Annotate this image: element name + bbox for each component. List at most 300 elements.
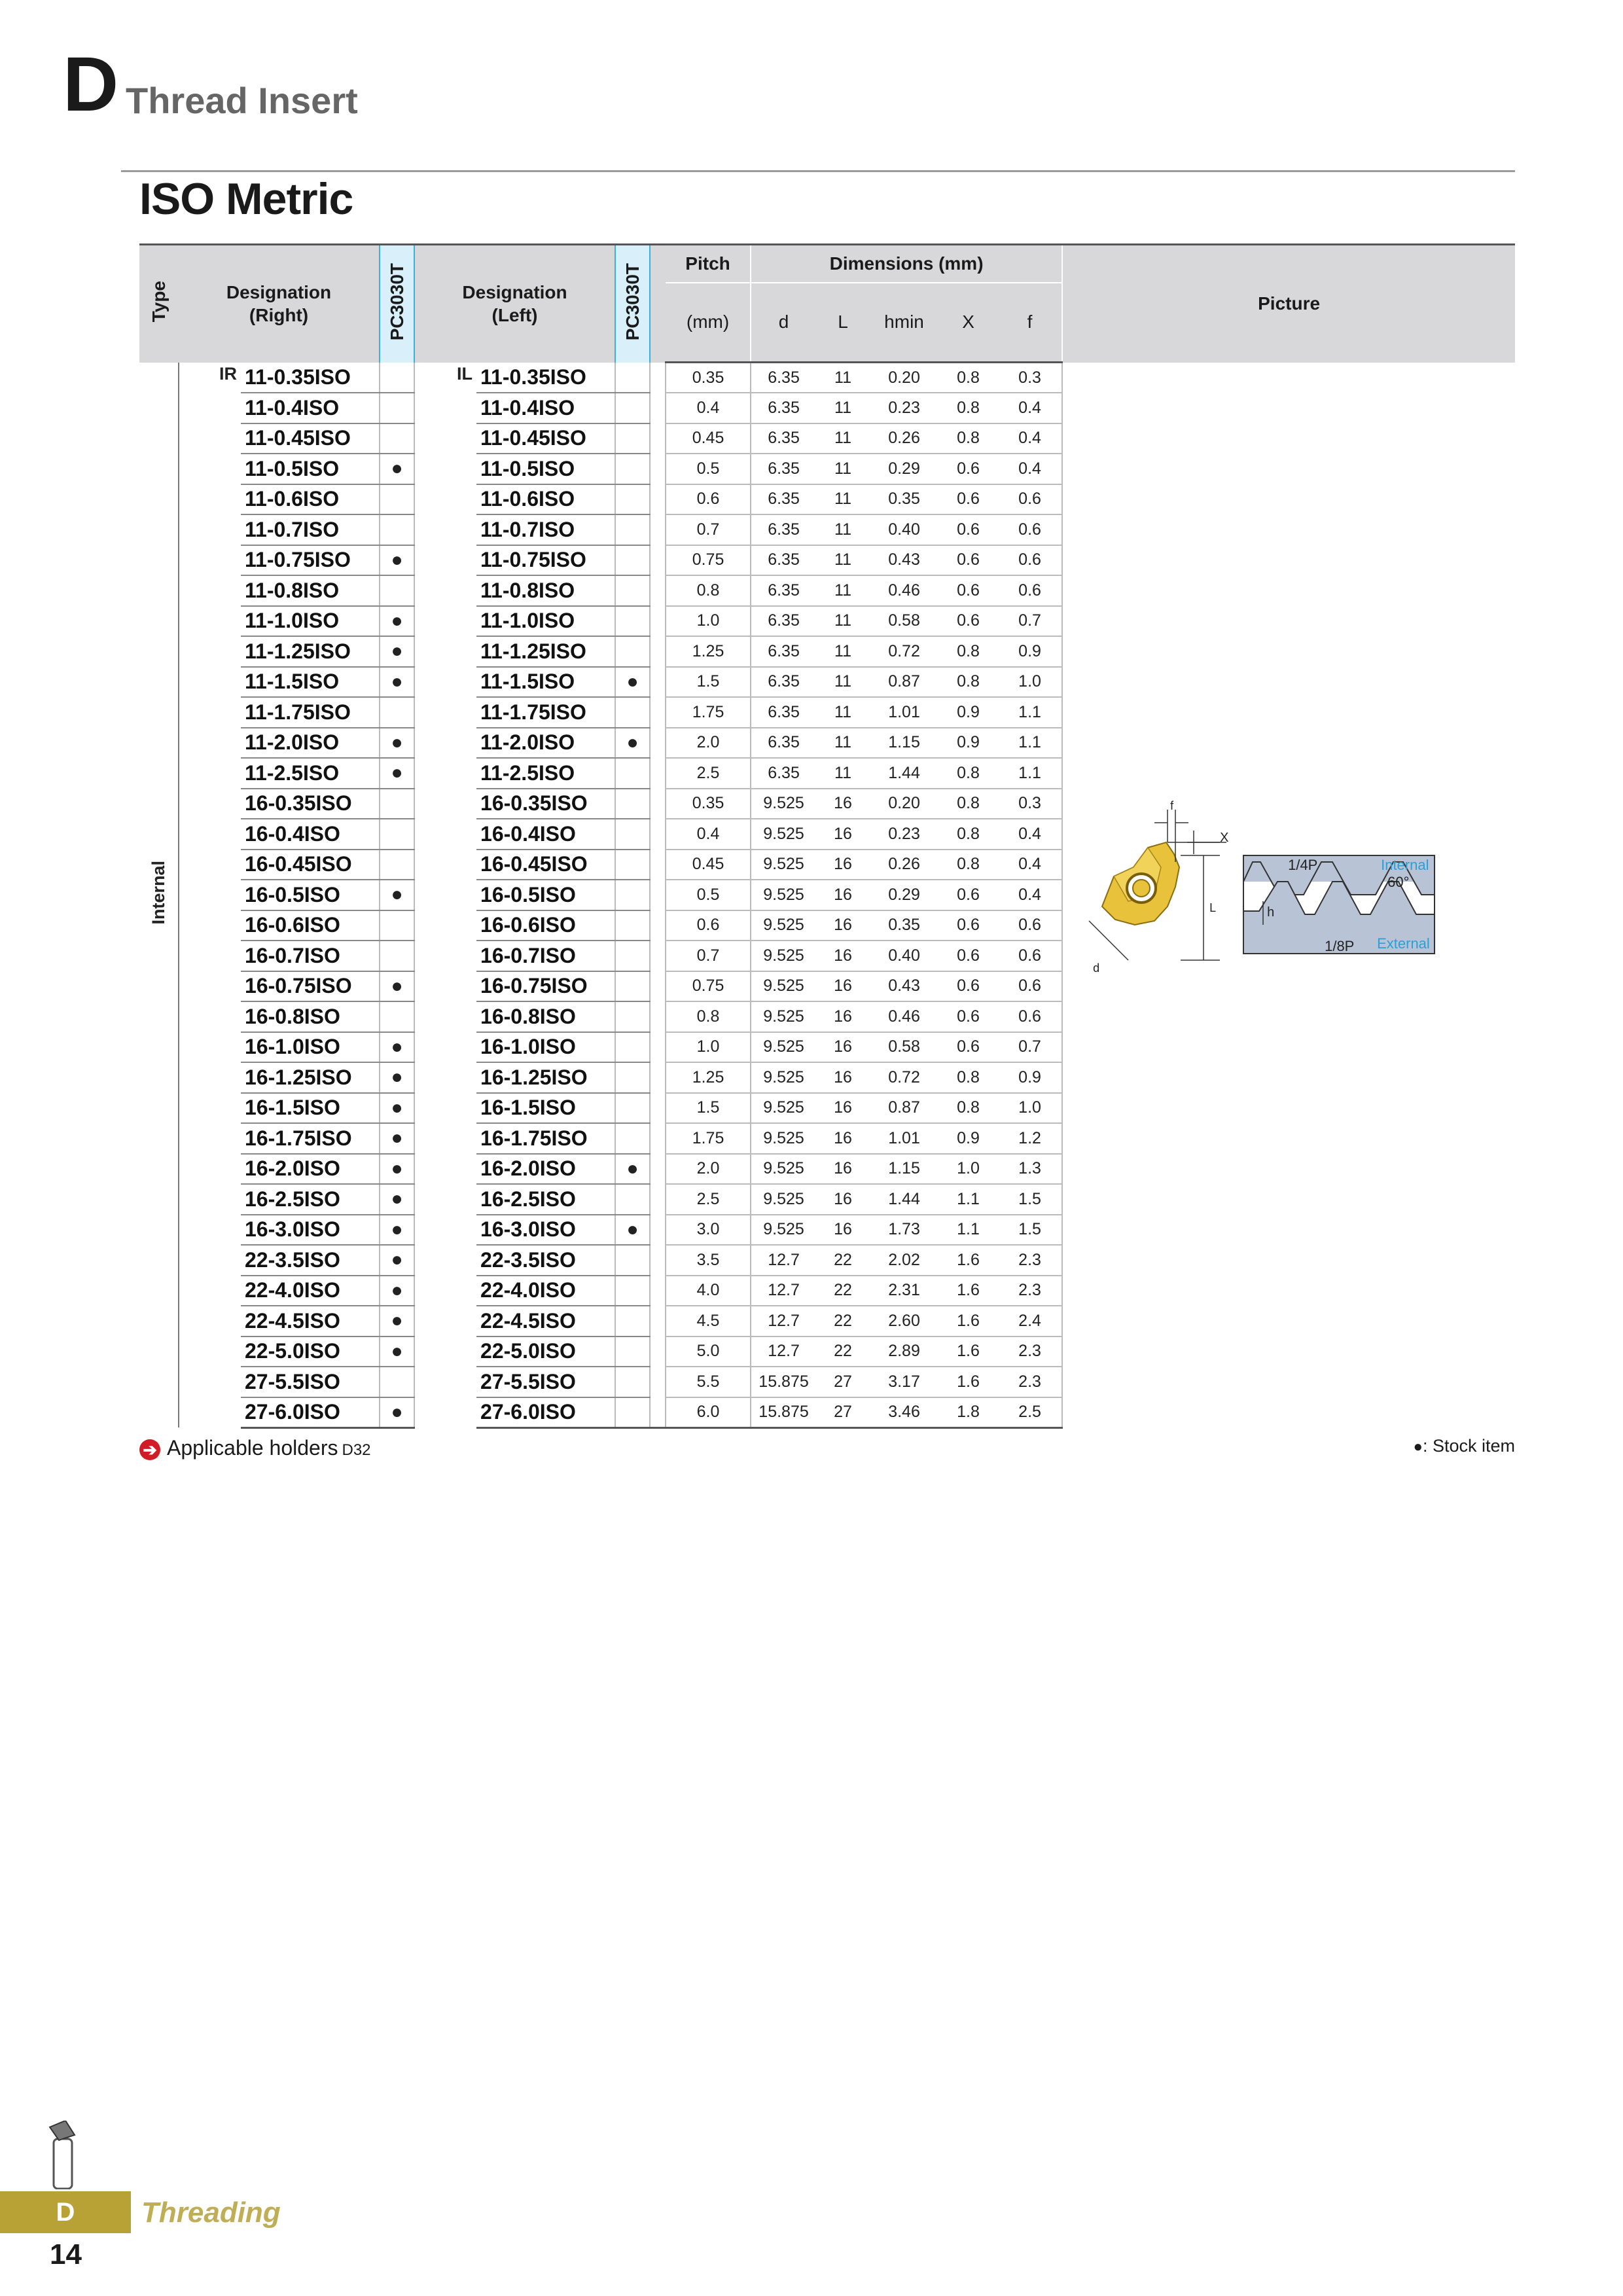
stock-right	[380, 1367, 414, 1397]
X-value: 0.8	[938, 1093, 998, 1124]
designation-right: 22-5.0ISO	[241, 1336, 380, 1367]
pitch-value: 0.8	[666, 575, 751, 606]
pitch-value: 0.75	[666, 545, 751, 576]
X-value: 0.6	[938, 606, 998, 637]
designation-left: 11-0.35ISO	[476, 363, 615, 393]
designation-left: 27-6.0ISO	[476, 1397, 615, 1428]
L-value: 11	[816, 514, 870, 545]
stock-left	[615, 910, 650, 941]
stock-left	[615, 636, 650, 667]
stock-legend-text: : Stock item	[1422, 1436, 1515, 1456]
header-grade-left: PC3030T	[615, 245, 650, 363]
L-value: 11	[816, 606, 870, 637]
X-value: 0.6	[938, 971, 998, 1002]
stock-left	[615, 1276, 650, 1306]
header-designation-right: Designation (Right)	[179, 245, 380, 363]
header-pitch: Pitch	[666, 245, 751, 283]
gap	[650, 1032, 666, 1063]
f-value: 2.3	[998, 1276, 1062, 1306]
pitch-value: 4.0	[666, 1276, 751, 1306]
stock-right	[380, 910, 414, 941]
stock-right: ●	[380, 667, 414, 698]
stock-left: ●	[615, 1215, 650, 1246]
chapter-letter: D	[63, 41, 118, 128]
hmin-value: 0.20	[870, 789, 938, 819]
L-value: 11	[816, 667, 870, 698]
d-value: 9.525	[751, 1215, 816, 1246]
header-picture: Picture	[1062, 245, 1515, 363]
hmin-value: 0.20	[870, 363, 938, 393]
designation-left: 11-0.75ISO	[476, 545, 615, 576]
hmin-value: 0.87	[870, 1093, 938, 1124]
f-value: 0.6	[998, 910, 1062, 941]
L-value: 11	[816, 697, 870, 728]
gap	[650, 545, 666, 576]
X-value: 0.6	[938, 514, 998, 545]
header-pitch-unit: (mm)	[666, 283, 751, 363]
designation-left: 11-0.5ISO	[476, 454, 615, 484]
d-value: 9.525	[751, 941, 816, 971]
hmin-value: 0.58	[870, 1032, 938, 1063]
designation-right: 16-0.35ISO	[241, 789, 380, 819]
gap	[650, 1062, 666, 1093]
designation-left: 16-1.75ISO	[476, 1123, 615, 1154]
pitch-value: 1.0	[666, 1032, 751, 1063]
designation-left: 16-0.7ISO	[476, 941, 615, 971]
designation-left: 11-1.0ISO	[476, 606, 615, 637]
gap	[650, 1001, 666, 1032]
applicable-holders[interactable]	[139, 1437, 371, 1460]
hmin-value: 0.43	[870, 545, 938, 576]
f-value: 0.4	[998, 454, 1062, 484]
stock-right: ●	[380, 758, 414, 789]
L-value: 27	[816, 1397, 870, 1428]
header-X: X	[938, 283, 998, 363]
side-tab-letter: D	[56, 2198, 75, 2227]
designation-right: 22-4.0ISO	[241, 1276, 380, 1306]
designation-right: 11-0.45ISO	[241, 423, 380, 454]
stock-right: ●	[380, 1336, 414, 1367]
stock-left	[615, 1184, 650, 1215]
pitch-value: 1.25	[666, 1062, 751, 1093]
X-value: 0.6	[938, 545, 998, 576]
f-value: 2.3	[998, 1245, 1062, 1276]
gap	[650, 575, 666, 606]
pitch-value: 0.45	[666, 850, 751, 880]
hmin-value: 1.01	[870, 1123, 938, 1154]
hmin-value: 0.72	[870, 636, 938, 667]
X-value: 0.9	[938, 697, 998, 728]
L-value: 16	[816, 880, 870, 910]
stock-right: ●	[380, 1245, 414, 1276]
stock-left	[615, 1306, 650, 1336]
pitch-value: 0.7	[666, 941, 751, 971]
designation-left: 16-1.25ISO	[476, 1062, 615, 1093]
stock-right: ●	[380, 1397, 414, 1428]
pitch-value: 2.5	[666, 758, 751, 789]
gap	[650, 971, 666, 1002]
stock-left	[615, 1123, 650, 1154]
hmin-value: 0.29	[870, 880, 938, 910]
header-dimensions: Dimensions (mm)	[751, 245, 1062, 283]
hmin-value: 0.35	[870, 910, 938, 941]
X-value: 0.8	[938, 850, 998, 880]
X-value: 0.8	[938, 758, 998, 789]
pitch-value: 5.0	[666, 1336, 751, 1367]
pitch-value: 0.35	[666, 363, 751, 393]
f-value: 1.1	[998, 697, 1062, 728]
L-value: 11	[816, 575, 870, 606]
designation-left: 16-1.0ISO	[476, 1032, 615, 1063]
designation-left: 22-5.0ISO	[476, 1336, 615, 1367]
L-value: 11	[816, 393, 870, 423]
hmin-value: 0.35	[870, 484, 938, 515]
arrow-right-icon: ➔	[139, 1439, 160, 1460]
X-value: 0.6	[938, 941, 998, 971]
f-value: 0.7	[998, 606, 1062, 637]
designation-right: 16-1.5ISO	[241, 1093, 380, 1124]
stock-right: ●	[380, 1184, 414, 1215]
pitch-value: 2.0	[666, 728, 751, 759]
stock-right: ●	[380, 1154, 414, 1185]
header-hmin: hmin	[870, 283, 938, 363]
stock-left	[615, 393, 650, 423]
hmin-value: 1.15	[870, 1154, 938, 1185]
stock-right: ●	[380, 1093, 414, 1124]
gap	[650, 393, 666, 423]
gap	[650, 1276, 666, 1306]
gap	[650, 1245, 666, 1276]
designation-left: 16-2.0ISO	[476, 1154, 615, 1185]
X-value: 0.6	[938, 1001, 998, 1032]
designation-right: 11-0.8ISO	[241, 575, 380, 606]
designation-left: 22-4.5ISO	[476, 1306, 615, 1336]
d-value: 12.7	[751, 1276, 816, 1306]
label-eighth-pitch: 1/8P	[1325, 938, 1355, 955]
d-value: 6.35	[751, 728, 816, 759]
stock-left	[615, 758, 650, 789]
pitch-value: 3.0	[666, 1215, 751, 1246]
stock-right	[380, 575, 414, 606]
stock-left	[615, 423, 650, 454]
stock-left	[615, 850, 650, 880]
L-value: 16	[816, 1001, 870, 1032]
gap	[650, 1123, 666, 1154]
pitch-value: 1.5	[666, 667, 751, 698]
designation-left: 11-0.8ISO	[476, 575, 615, 606]
holders-label: Applicable holders	[167, 1436, 338, 1460]
stock-right	[380, 941, 414, 971]
f-value: 2.5	[998, 1397, 1062, 1428]
hmin-value: 0.40	[870, 941, 938, 971]
d-value: 9.525	[751, 910, 816, 941]
designation-right: 16-0.5ISO	[241, 880, 380, 910]
stock-right	[380, 363, 414, 393]
pitch-value: 0.6	[666, 484, 751, 515]
table-row	[139, 363, 1515, 393]
hmin-value: 2.89	[870, 1336, 938, 1367]
designation-right: 11-0.35ISO	[241, 363, 380, 393]
L-value: 22	[816, 1245, 870, 1276]
section-title: ISO Metric	[139, 174, 353, 224]
stock-left	[615, 1245, 650, 1276]
X-value: 0.9	[938, 1123, 998, 1154]
d-value: 9.525	[751, 789, 816, 819]
designation-right: 16-2.5ISO	[241, 1184, 380, 1215]
f-value: 0.4	[998, 423, 1062, 454]
stock-left	[615, 880, 650, 910]
hmin-value: 0.26	[870, 850, 938, 880]
designation-right: 11-1.25ISO	[241, 636, 380, 667]
gap	[650, 667, 666, 698]
d-value: 12.7	[751, 1306, 816, 1336]
stock-right: ●	[380, 971, 414, 1002]
designation-left: 22-4.0ISO	[476, 1276, 615, 1306]
designation-right: 16-0.8ISO	[241, 1001, 380, 1032]
stock-right	[380, 850, 414, 880]
L-value: 11	[816, 363, 870, 393]
gap	[650, 1184, 666, 1215]
stock-left	[615, 1001, 650, 1032]
pitch-value: 0.5	[666, 880, 751, 910]
d-value: 12.7	[751, 1245, 816, 1276]
stock-legend	[1413, 1436, 1515, 1456]
hmin-value: 2.31	[870, 1276, 938, 1306]
header-rule	[121, 170, 1515, 172]
pitch-value: 0.7	[666, 514, 751, 545]
f-value: 2.3	[998, 1336, 1062, 1367]
pitch-value: 1.75	[666, 1123, 751, 1154]
header-d: d	[751, 283, 816, 363]
stock-right: ●	[380, 1032, 414, 1063]
stock-left	[615, 484, 650, 515]
d-value: 6.35	[751, 667, 816, 698]
d-value: 6.35	[751, 636, 816, 667]
X-value: 0.6	[938, 1032, 998, 1063]
X-value: 1.6	[938, 1306, 998, 1336]
designation-left: 22-3.5ISO	[476, 1245, 615, 1276]
designation-right: 11-0.4ISO	[241, 393, 380, 423]
stock-left	[615, 363, 650, 393]
hmin-value: 0.46	[870, 575, 938, 606]
stock-left: ●	[615, 728, 650, 759]
chapter-title: Thread Insert	[126, 80, 358, 121]
designation-left: 16-0.75ISO	[476, 971, 615, 1002]
L-value: 16	[816, 1032, 870, 1063]
f-value: 0.6	[998, 484, 1062, 515]
stock-left	[615, 941, 650, 971]
stock-left	[615, 1397, 650, 1428]
stock-right: ●	[380, 454, 414, 484]
hmin-value: 0.23	[870, 393, 938, 423]
gap	[650, 1306, 666, 1336]
f-value: 1.5	[998, 1215, 1062, 1246]
stock-left	[615, 1062, 650, 1093]
stock-right: ●	[380, 1062, 414, 1093]
type-label: Internal	[149, 860, 168, 925]
designation-left: 16-0.35ISO	[476, 789, 615, 819]
X-value: 1.8	[938, 1397, 998, 1428]
hmin-value: 0.26	[870, 423, 938, 454]
gap	[650, 789, 666, 819]
gap	[650, 1336, 666, 1367]
stock-left	[615, 1336, 650, 1367]
pitch-value: 0.35	[666, 789, 751, 819]
pitch-value: 2.0	[666, 1154, 751, 1185]
header-grade-right: PC3030T	[380, 245, 414, 363]
hmin-value: 3.17	[870, 1367, 938, 1397]
stock-left	[615, 1032, 650, 1063]
designation-right: 11-1.0ISO	[241, 606, 380, 637]
hmin-value: 0.40	[870, 514, 938, 545]
d-value: 6.35	[751, 758, 816, 789]
d-value: 9.525	[751, 971, 816, 1002]
f-value: 0.4	[998, 850, 1062, 880]
stock-left	[615, 789, 650, 819]
designation-left: 16-2.5ISO	[476, 1184, 615, 1215]
designation-right: 11-0.7ISO	[241, 514, 380, 545]
threading-tool-icon	[46, 2121, 85, 2189]
designation-left: 16-1.5ISO	[476, 1093, 615, 1124]
designation-right: 16-2.0ISO	[241, 1154, 380, 1185]
f-value: 0.4	[998, 880, 1062, 910]
X-value: 1.0	[938, 1154, 998, 1185]
stock-left	[615, 454, 650, 484]
label-angle: 60°	[1387, 874, 1410, 891]
type-internal	[139, 363, 179, 1428]
f-value: 0.6	[998, 514, 1062, 545]
label-x: X	[1220, 831, 1229, 846]
X-value: 0.8	[938, 393, 998, 423]
pitch-value: 0.5	[666, 454, 751, 484]
X-value: 0.8	[938, 789, 998, 819]
designation-right: 16-0.6ISO	[241, 910, 380, 941]
d-value: 9.525	[751, 1032, 816, 1063]
X-value: 0.9	[938, 728, 998, 759]
L-value: 16	[816, 1123, 870, 1154]
L-value: 22	[816, 1276, 870, 1306]
L-value: 16	[816, 850, 870, 880]
gap	[650, 880, 666, 910]
designation-right: 16-1.75ISO	[241, 1123, 380, 1154]
hmin-value: 0.29	[870, 454, 938, 484]
d-value: 9.525	[751, 850, 816, 880]
X-value: 0.8	[938, 1062, 998, 1093]
label-L: L	[1209, 901, 1217, 915]
stock-left: ●	[615, 667, 650, 698]
pitch-value: 1.25	[666, 636, 751, 667]
hmin-value: 0.46	[870, 1001, 938, 1032]
f-value: 0.3	[998, 363, 1062, 393]
f-value: 0.6	[998, 971, 1062, 1002]
header-gap	[650, 245, 666, 363]
gap	[650, 423, 666, 454]
stock-left	[615, 514, 650, 545]
hmin-value: 2.60	[870, 1306, 938, 1336]
label-h: h	[1267, 905, 1275, 920]
hmin-value: 1.15	[870, 728, 938, 759]
stock-right	[380, 423, 414, 454]
gap	[650, 454, 666, 484]
header-L: L	[816, 283, 870, 363]
gap	[650, 1367, 666, 1397]
designation-right: 11-0.5ISO	[241, 454, 380, 484]
designation-left: 11-0.7ISO	[476, 514, 615, 545]
stock-right: ●	[380, 1123, 414, 1154]
d-value: 12.7	[751, 1336, 816, 1367]
d-value: 6.35	[751, 393, 816, 423]
X-value: 0.6	[938, 910, 998, 941]
X-value: 0.8	[938, 667, 998, 698]
pitch-value: 1.0	[666, 606, 751, 637]
designation-right: 16-1.0ISO	[241, 1032, 380, 1063]
stock-left	[615, 545, 650, 576]
L-value: 16	[816, 1215, 870, 1246]
f-value: 1.3	[998, 1154, 1062, 1185]
f-value: 0.6	[998, 941, 1062, 971]
L-value: 16	[816, 1062, 870, 1093]
f-value: 0.6	[998, 545, 1062, 576]
X-value: 0.8	[938, 363, 998, 393]
designation-right: 16-0.4ISO	[241, 819, 380, 850]
designation-right: 11-2.0ISO	[241, 728, 380, 759]
X-value: 0.8	[938, 423, 998, 454]
page-number: 14	[50, 2238, 82, 2270]
designation-left: 11-2.5ISO	[476, 758, 615, 789]
gap	[650, 363, 666, 393]
L-value: 11	[816, 758, 870, 789]
pitch-value: 0.45	[666, 423, 751, 454]
stock-right	[380, 393, 414, 423]
d-value: 9.525	[751, 1001, 816, 1032]
f-value: 0.4	[998, 393, 1062, 423]
designation-right: 22-3.5ISO	[241, 1245, 380, 1276]
d-value: 9.525	[751, 819, 816, 850]
X-value: 0.6	[938, 880, 998, 910]
designation-left: 16-0.8ISO	[476, 1001, 615, 1032]
designation-right: 11-0.6ISO	[241, 484, 380, 515]
X-value: 1.1	[938, 1215, 998, 1246]
label-d: d	[1093, 961, 1100, 975]
stock-right	[380, 1001, 414, 1032]
designation-left: 16-0.6ISO	[476, 910, 615, 941]
f-value: 1.2	[998, 1123, 1062, 1154]
f-value: 2.4	[998, 1306, 1062, 1336]
hmin-value: 0.87	[870, 667, 938, 698]
X-value: 1.6	[938, 1245, 998, 1276]
L-value: 16	[816, 1093, 870, 1124]
designation-left: 11-1.5ISO	[476, 667, 615, 698]
L-value: 27	[816, 1367, 870, 1397]
header-type: Type	[139, 245, 179, 363]
L-value: 16	[816, 1154, 870, 1185]
d-value: 6.35	[751, 606, 816, 637]
pitch-value: 2.5	[666, 1184, 751, 1215]
designation-left: 27-5.5ISO	[476, 1367, 615, 1397]
designation-left: 16-3.0ISO	[476, 1215, 615, 1246]
side-tab-word: Threading	[141, 2197, 281, 2229]
d-value: 6.35	[751, 575, 816, 606]
L-value: 22	[816, 1306, 870, 1336]
gap	[650, 758, 666, 789]
stock-left	[615, 1367, 650, 1397]
X-value: 1.1	[938, 1184, 998, 1215]
label-quarter-pitch: 1/4P	[1288, 857, 1318, 874]
designation-right: 11-1.5ISO	[241, 667, 380, 698]
stock-left	[615, 1093, 650, 1124]
d-value: 9.525	[751, 880, 816, 910]
d-value: 9.525	[751, 1184, 816, 1215]
